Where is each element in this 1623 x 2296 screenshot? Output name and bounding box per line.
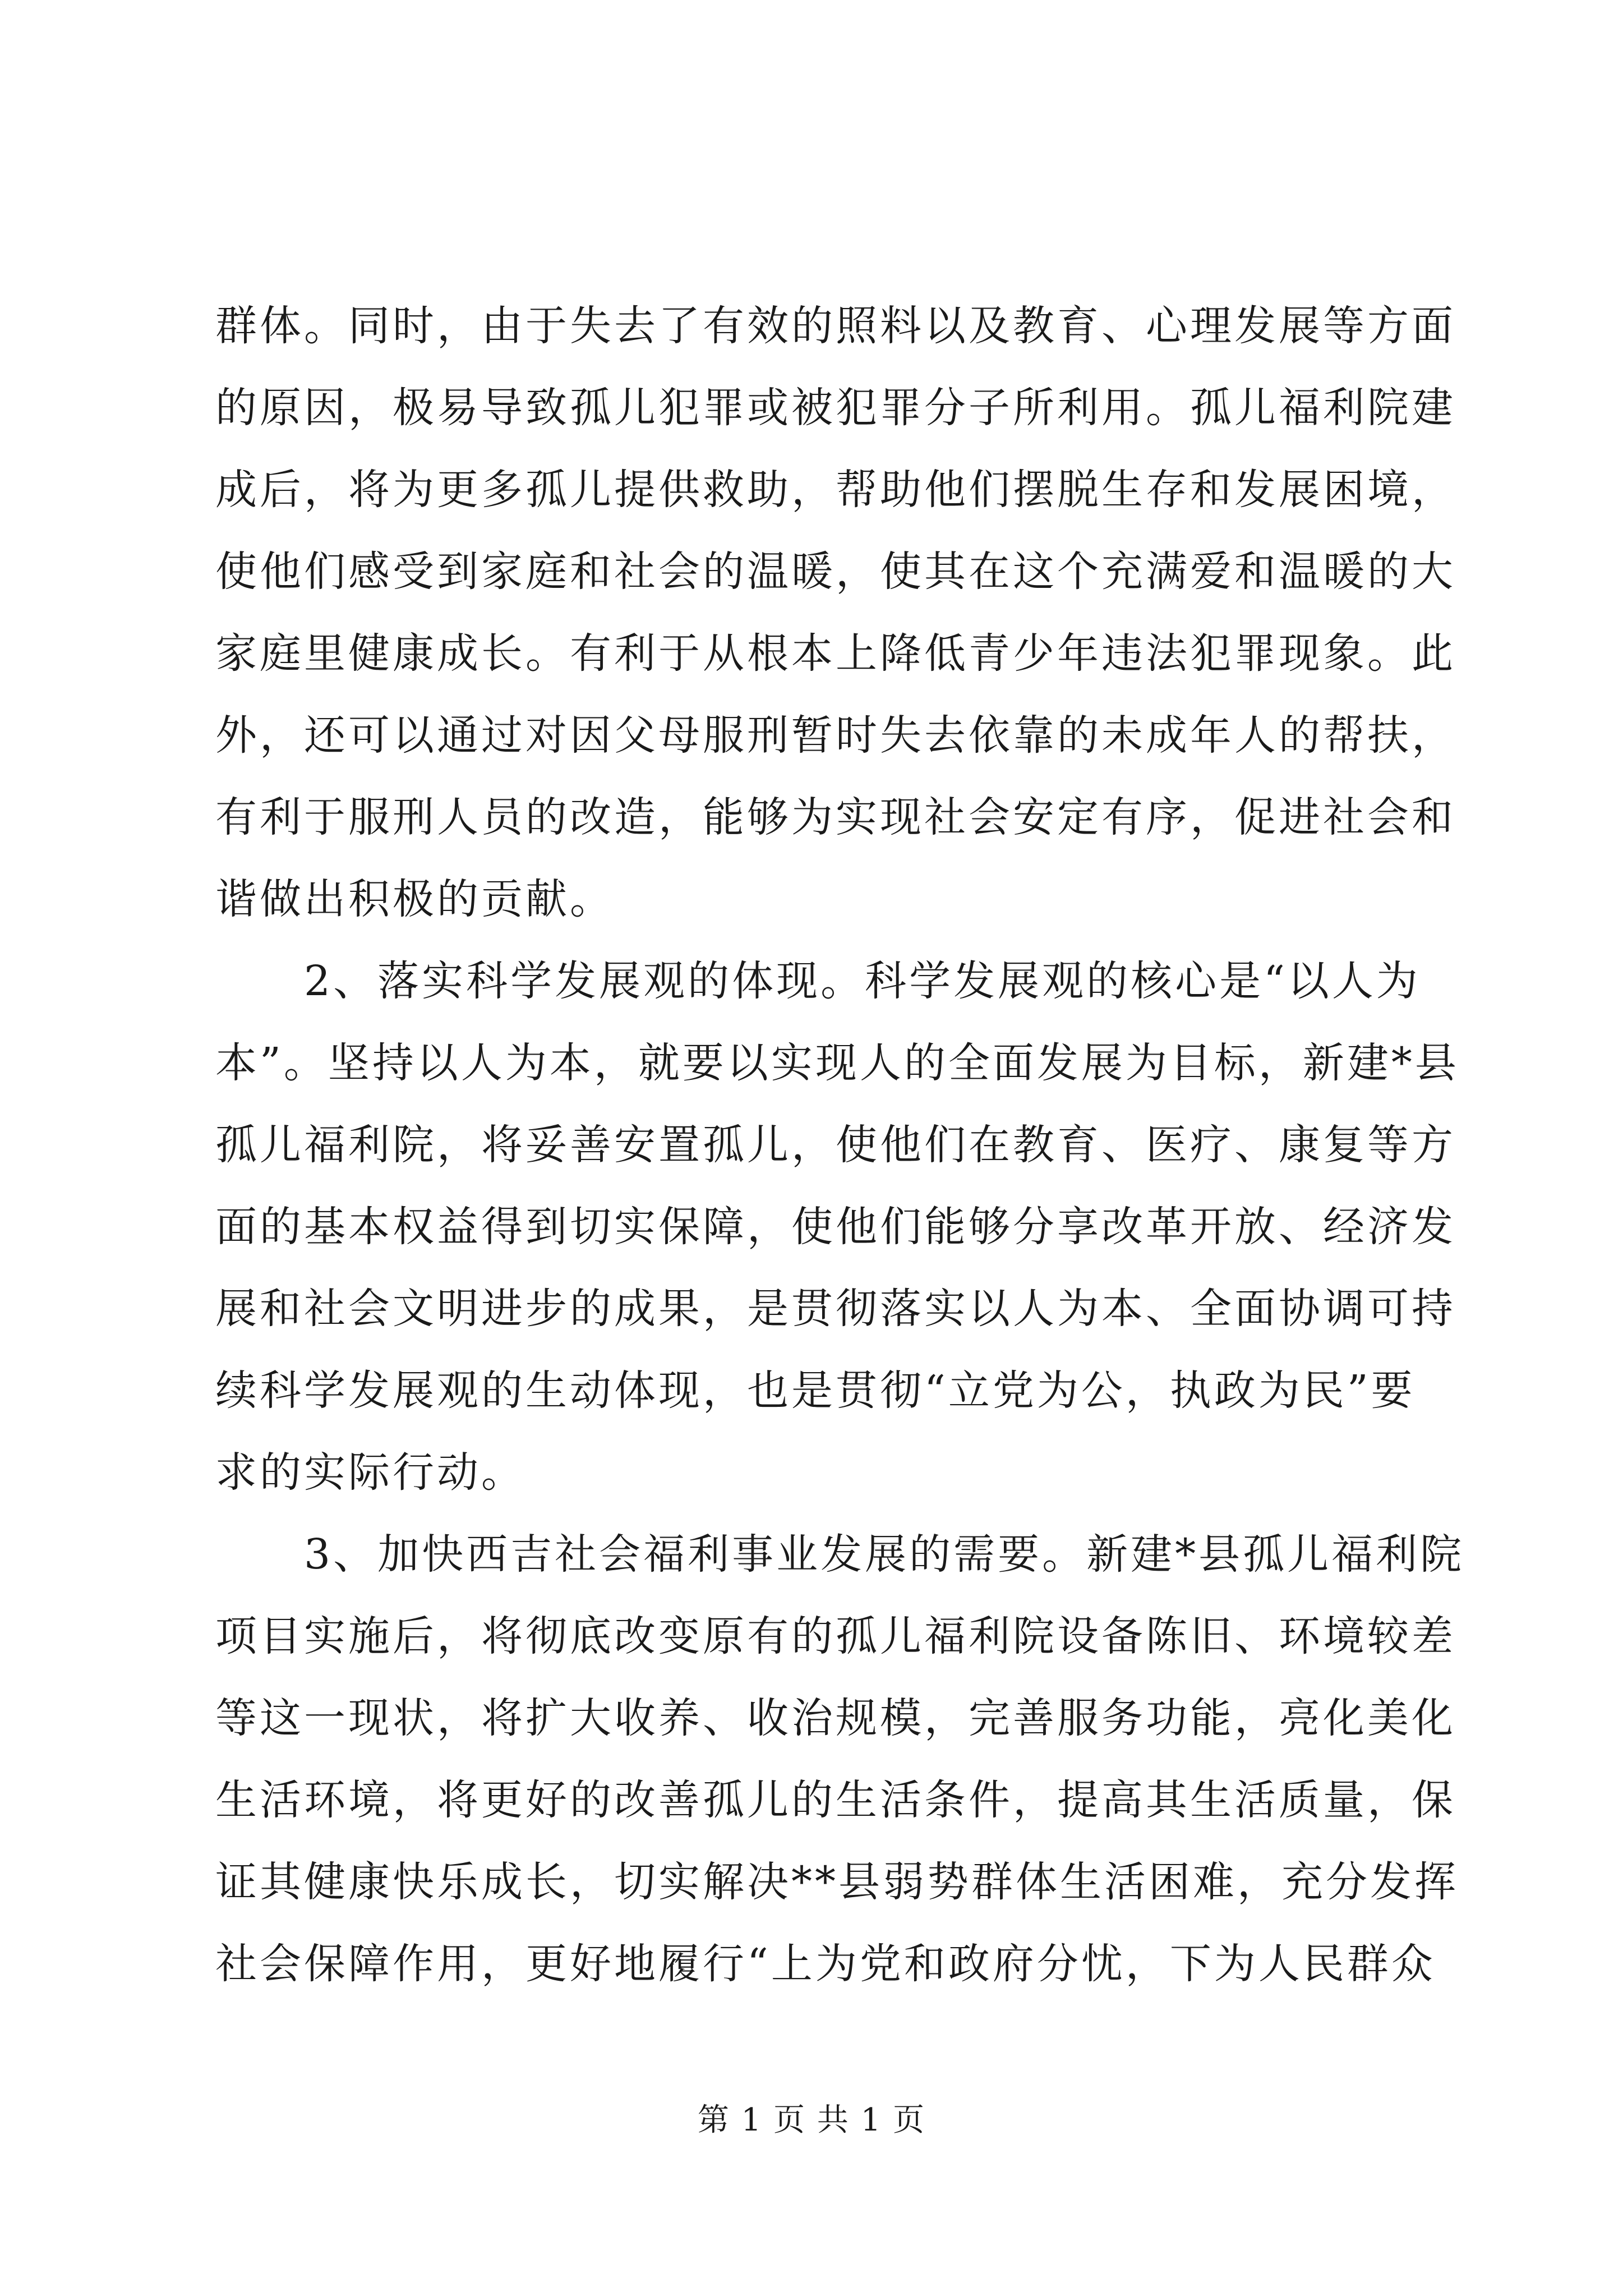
text-line: 展和社会文明进步的成果，是贯彻落实以人为本、全面协调可持 xyxy=(215,1285,1456,1333)
text-line: 外，还可以通过对因父母服刑暂时失去依靠的未成年人的帮扶， xyxy=(215,711,1456,760)
text-line: 群体。同时，由于失去了有效的照料以及教育、心理发展等方面 xyxy=(215,302,1456,350)
text-line: 的原因，极易导致孤儿犯罪或被犯罪分子所利用。孤儿福利院建 xyxy=(215,384,1456,432)
text-line: 成后，将为更多孤儿提供救助，帮助他们摆脱生存和发展困境， xyxy=(215,466,1456,514)
text-line: 生活环境，将更好的改善孤儿的生活条件，提高其生活质量，保 xyxy=(215,1776,1456,1824)
text-line: 续科学发展观的生动体现，也是贯彻“立党为公，执政为民”要 xyxy=(215,1366,1415,1415)
text-line: 社会保障作用，更好地履行“上为党和政府分忧，下为人民群众 xyxy=(215,1940,1436,1988)
text-line: 面的基本权益得到切实保障，使他们能够分享改革开放、经济发 xyxy=(215,1203,1456,1251)
text-line: 2、落实科学发展观的体现。科学发展观的核心是“以人为 xyxy=(215,957,1421,1005)
text-line: 有利于服刑人员的改造，能够为实现社会安定有序，促进社会和 xyxy=(215,793,1456,841)
body-text xyxy=(215,285,1465,2005)
text-line: 孤儿福利院，将妥善安置孤儿，使他们在教育、医疗、康复等方 xyxy=(215,1121,1456,1169)
text-line: 谐做出积极的贡献。 xyxy=(215,875,614,923)
text-line: 使他们感受到家庭和社会的温暖，使其在这个充满爱和温暖的大 xyxy=(215,547,1456,596)
text-line: 项目实施后，将彻底改变原有的孤儿福利院设备陈旧、环境较差 xyxy=(215,1612,1456,1660)
text-line: 等这一现状，将扩大收养、收治规模，完善服务功能，亮化美化 xyxy=(215,1694,1456,1742)
text-line: 3、加快西吉社会福利事业发展的需要。新建*县孤儿福利院 xyxy=(215,1530,1465,1579)
text-line: 家庭里健康成长。有利于从根本上降低青少年违法犯罪现象。此 xyxy=(215,629,1456,678)
page-number: 第 1 页 共 1 页 xyxy=(697,2102,926,2138)
text-line: 本”。坚持以人为本，就要以实现人的全面发展为目标，新建*县 xyxy=(215,1039,1459,1087)
text-line: 求的实际行动。 xyxy=(215,1448,525,1497)
text-line: 证其健康快乐成长，切实解决**县弱势群体生活困难，充分发挥 xyxy=(215,1858,1459,1906)
